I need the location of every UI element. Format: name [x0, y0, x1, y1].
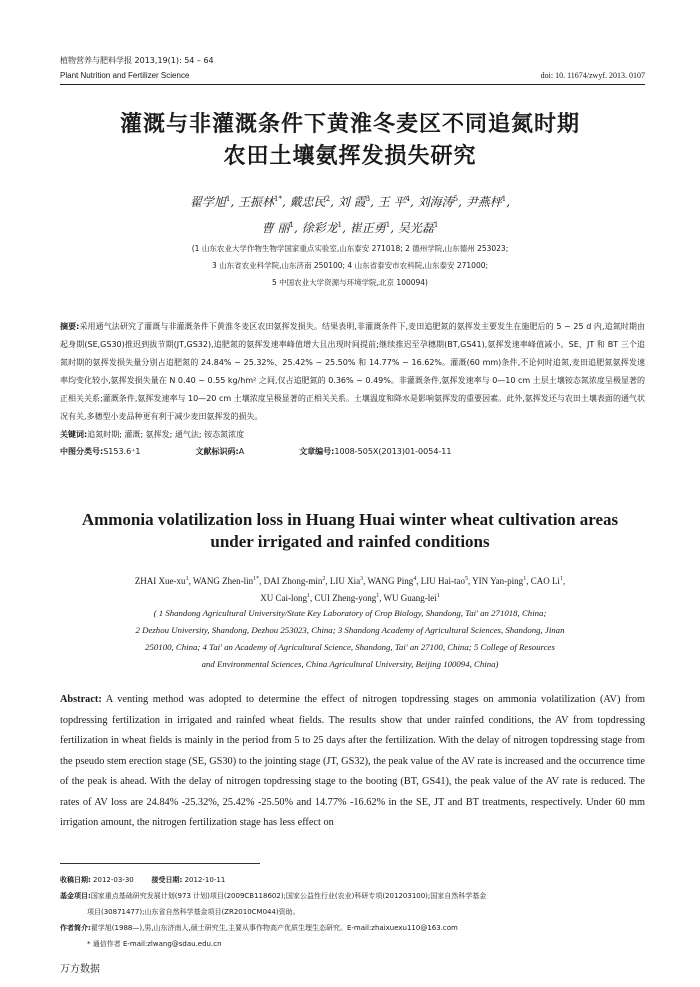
- author-en-name: DAI Zhong-min: [263, 576, 323, 586]
- author-sup: 5: [453, 195, 459, 203]
- abstract-en-body: [60, 690, 645, 834]
- journal-citation-cn: 植物营养与肥料学报 2013,19(1): 54 – 64: [60, 56, 214, 65]
- classification-row: [60, 444, 645, 460]
- title-en: [40, 509, 660, 553]
- author-name: 吴光磊: [397, 221, 434, 235]
- abstract-en-label: Abstract:: [60, 694, 102, 705]
- author-name: 曹 丽: [261, 221, 290, 235]
- author-en-name: WANG Ping: [367, 576, 414, 586]
- affiliation-cn-line: 3 山东省农业科学院,山东济南 250100; 4 山东省泰安市农科院,山东泰安 271000;: [211, 261, 489, 270]
- journal-header: [60, 54, 645, 85]
- author-en-name: YIN Yan-ping: [472, 576, 524, 586]
- author-name: 王 平: [377, 195, 406, 209]
- author-en-name: LIU Xia: [329, 576, 361, 586]
- database-watermark: 万方数据: [60, 964, 100, 975]
- author-sup: 1: [225, 195, 231, 203]
- funding: 基金项目:国家重点基础研究发展计划(973 计划)项目(2009CB118602);国家公益性行业(农业)科研专项(201203100);国家自然科学基金: [60, 892, 487, 900]
- author-en-name: XU Cai-long: [260, 593, 307, 603]
- authors-cn-line1: 翟学旭$^1$, 王振林$^{1*}$, 戴忠民$^2$, 刘 霞$^3$, 王 平$^4$, 刘海涛$^5$, 尹燕枰$^1$,: [189, 195, 511, 209]
- journal-en-row: [60, 67, 645, 80]
- author-bio: 作者简介:翟学旭(1988—),男,山东济南人,硕士研究生,主要从事作物高产优质生理生态研究。E-mail:zhaixuexu110@163.com: [60, 924, 458, 932]
- affiliations-en: [40, 605, 660, 673]
- author-en-name: LIU Hai-tao: [420, 576, 465, 586]
- title-cn-line1: 灌溉与非灌溉条件下黄淮冬麦区不同追氮时期: [119, 112, 580, 137]
- abstract-cn-text: 采用通气法研究了灌溉与非灌溉条件下黄淮冬麦区农田氨挥发损失。结果表明,非灌溉条件下,麦田追肥氮的氨挥发主要发生在施肥后的 5 ~ 25 d 内,追氮时期由起身期(SE,GS30)推迟到拔节期(JT,GS32),追肥氮的氨挥发速率峰值增大且出现时间提前;继续推迟至孕穗期(BT,GS41),氨挥发速率峰值减小。SE、JT 和 BT 三个追氮时期的氨挥发损失量分别占追肥氮的 24.84% ~ 25.32%、25.42% ~ 25.50% 和 14.77% ~ 16.62%。灌溉(60 mm)条件,不论何时追氮,麦田追肥氮氨挥发速率均变化较小,氨挥发损失量在 N 0.40 ~ 0.55 kg/hm² 之间,仅占追肥氮的 0.36% ~ 0.49%。非灌溉条件,氨挥发速率与 0—10 cm 土层土壤铵态氮浓度呈极显著的正相关关系;灌溉条件,氨挥发速率与 10—20 cm 土壤浓度呈极显著的正相关关系。土壤温度和降水是影响氨挥发的重要因素。此外,氨挥发还与农田土壤表面的通气状况有关,多穗型小麦品种更有利于减少麦田氨挥发的损失。: [60, 322, 645, 421]
- footnotes: [60, 872, 645, 952]
- title-en-line1: Ammonia volatilization loss in Huang Huai winter wheat cultivation areas: [81, 510, 619, 529]
- author-sup: 2: [325, 195, 331, 203]
- author-en-name: ZHAI Xue-xu: [134, 576, 186, 586]
- author-sup: 1: [385, 221, 391, 229]
- authors-en-line2: XU Cai-long$^1$, CUI Zheng-yong$^1$, WU Guang-lei$^1$: [260, 593, 440, 603]
- abstract-en-text: A venting method was adopted to determine the effect of nitrogen topdressing stages on ammonia volatilization (AV) from topdressing fertilization in irrigated and rainfed wheat fields. The results show that under rainfed conditions, the AV from topdressing fertilization in wheat fields is mainly in the period from 5 to 25 days after the fertilization. With the delay of nitrogen topdressing stage from the pseudo stem erection stage (SE, GS30) to the jointing stage (JT, GS32), the peak value of the AV rate is increased and the occurrence time of the peak is ahead. With the delay of nitrogen topdressing stage to the booting (BT, GS41), the peak value of the AV rate is reduced. The rates of AV loss are 24.84% -25.32%, 25.42% -25.50% and 14.77% -16.62% in the SE, JT and BT treatments, respectively. Under 60 mm irrigation amount, the nitrogen fertilization stage has less effect on: [60, 694, 645, 828]
- author-sup: 4: [405, 195, 411, 203]
- keywords-cn-label: 关键词:: [60, 430, 88, 439]
- title-cn: [40, 109, 660, 173]
- abstract-cn: [60, 318, 645, 460]
- affiliation-en-line: 2 Dezhou University, Shandong, Dezhou 253023, China; 3 Shandong Academy of Agricultural Sciences, Shandong, Jinan: [135, 625, 565, 635]
- keywords-cn-text: 追氮时期; 灌溉; 氨挥发; 通气法; 铵态氮浓度: [87, 430, 245, 439]
- author-name: 王振林: [238, 195, 275, 209]
- author-name: 刘海涛: [417, 195, 454, 209]
- received-date: 2012-03-30: [93, 876, 134, 884]
- article-number: 文章编号:1008-505X(2013)01-0054-11: [299, 447, 452, 456]
- affiliation-en-line: ( 1 Shandong Agricultural University/State Key Laboratory of Crop Biology, Shandong, Tai' an 271018, China;: [153, 608, 547, 618]
- author-sup: 1*: [274, 195, 283, 203]
- authors-cn: [40, 188, 660, 240]
- clc-number: 中图分类号:S153.6⁺1: [60, 447, 141, 456]
- author-en-name: WANG Zhen-lin: [192, 576, 254, 586]
- doi[interactable]: doi: 10. 11674/zwyf. 2013. 0107: [540, 71, 645, 80]
- author-name: 翟学旭: [189, 195, 226, 209]
- authors-en: [40, 572, 660, 606]
- author-name: 徐彩龙: [301, 221, 338, 235]
- affiliation-en-line: 250100, China; 4 Tai' an Academy of Agricultural Science, Shandong, Tai' an 27100, China; 5 College of Resources: [145, 642, 555, 652]
- author-name: 刘 霞: [337, 195, 366, 209]
- authors-en-line1: ZHAI Xue-$xu^1$, WANG Zhen-lin$^{1*}$, DAI Zhong-$\min^2$, LIU Xia$^3$, WANG Ping$^4$, LIU Hai-tao$^5$, YIN Yan-ping$^1$, CAO Li$^1$,: [134, 576, 566, 586]
- authors-cn-line2: 曹 丽$^1$, 徐彩龙$^1$, 崔正勇$^1$, 吴光磊$^1$: [261, 221, 439, 235]
- keywords-cn: [60, 426, 645, 444]
- title-en-line2: under irrigated and rainfed conditions: [210, 532, 490, 551]
- dates-row: 收稿日期: 2012-03-30 接受日期: 2012-10-11: [60, 876, 226, 884]
- affiliation-cn-line: 5 中国农业大学资源与环境学院,北京 100094): [272, 278, 428, 287]
- author-sup: 3: [365, 195, 371, 203]
- affiliations-cn: [40, 240, 660, 291]
- accepted-date: 2012-10-11: [184, 876, 226, 884]
- author-en-name: CAO Li: [530, 576, 560, 586]
- author-en-name: CUI Zheng-yong: [314, 593, 377, 603]
- journal-name-en: Plant Nutrition and Fertilizer Science: [60, 71, 190, 80]
- abstract-cn-label: 摘要:: [60, 322, 80, 331]
- author-en-name: WU Guang-lei: [383, 593, 437, 603]
- author-name: 戴忠民: [289, 195, 326, 209]
- header-rule: [60, 84, 645, 85]
- author-name: 崔正勇: [349, 221, 386, 235]
- document-code: 文献标识码:A: [195, 447, 245, 456]
- footnote-divider: [60, 863, 260, 864]
- affiliation-cn-line: (1 山东农业大学作物生物学国家重点实验室,山东泰安 271018; 2 德州学院,山东德州 253023;: [191, 244, 509, 253]
- corresponding-author: * 通信作者 E-mail:zlwang@sdau.edu.cn: [87, 940, 222, 948]
- author-sup: 1: [289, 221, 294, 229]
- title-cn-line2: 农田土壤氨挥发损失研究: [223, 144, 477, 169]
- affiliation-en-line: and Environmental Sciences, China Agricultural University, Beijing 100094, China): [201, 659, 499, 669]
- abstract-cn-body: [60, 318, 645, 426]
- author-sup: 1: [501, 195, 507, 203]
- funding-cont: 项目(30871477);山东省自然科学基金项目(ZR2010CM044)资助。: [87, 908, 300, 916]
- abstract-en: [60, 690, 645, 834]
- author-name: 尹燕枰: [465, 195, 502, 209]
- author-sup: 1: [337, 221, 343, 229]
- author-sup: 1: [433, 221, 439, 229]
